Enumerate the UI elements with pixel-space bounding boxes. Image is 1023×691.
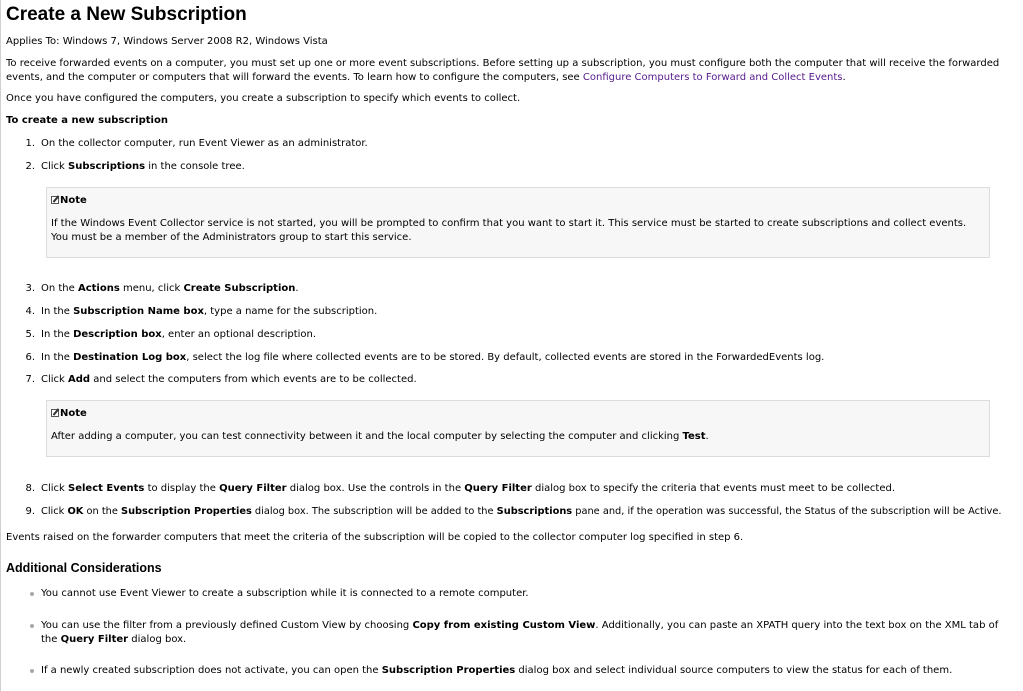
step-2-text: Click Subscriptions in the console tree. <box>41 161 245 172</box>
once-configured-paragraph: Once you have configured the computers, you create a subscription to specify which events to collect. <box>6 93 521 104</box>
step-number: 7. <box>25 374 35 385</box>
note-box <box>46 187 990 258</box>
step-6-text: In the Destination Log box, select the log file where collected events are to be stored. By default, collected events are stored in the ForwardedEvents log. <box>41 352 825 363</box>
step-number: 2. <box>25 161 35 172</box>
step-number: 3. <box>25 283 35 294</box>
consideration-3: If a newly created subscription does not activate, you can open the Subscription Properties dialog box and select individual source computers to view the status for each of them. <box>41 665 953 676</box>
note-heading: Note <box>51 194 87 208</box>
bullet-dot-icon <box>30 624 34 628</box>
step-5-text: In the Description box, enter an optional description. <box>41 329 317 340</box>
step-1-text: On the collector computer, run Event Viewer as an administrator. <box>41 138 368 149</box>
step-number: 5. <box>25 329 35 340</box>
events-raised-paragraph: Events raised on the forwarder computers that meet the criteria of the subscription will be copied to the collector computer log specified in step 6. <box>6 532 744 543</box>
consideration-2: You can use the filter from a previously defined Custom View by choosing Copy from existing Custom View. Additionally, you can paste an XPATH query into the text box on the XML tab of the Query Filter dialog box. <box>41 620 999 645</box>
note-pencil-icon <box>51 196 59 204</box>
step-9-text: Click OK on the Subscription Properties dialog box. The subscription will be added to the Subscriptions pane and, if the operation was successful, the Status of the subscription will be Active. <box>41 506 1002 517</box>
step-number: 4. <box>25 306 35 317</box>
bullet-dot-icon <box>30 669 34 673</box>
note-heading: Note <box>51 407 87 421</box>
left-border <box>0 0 1 691</box>
procedure-heading: To create a new subscription <box>6 115 168 126</box>
note-text: After adding a computer, you can test connectivity between it and the local computer by selecting the computer and clicking Test. <box>51 431 709 442</box>
note-box <box>46 400 990 457</box>
note-text: If the Windows Event Collector service is not started, you will be prompted to confirm that you want to start it. This service must be started to create subscriptions and collect events. You must be a member of the Administrators group to start this service. <box>51 218 967 243</box>
step-4-text: In the Subscription Name box, type a name for the subscription. <box>41 306 378 317</box>
consideration-1: You cannot use Event Viewer to create a subscription while it is connected to a remote computer. <box>41 588 529 599</box>
step-number: 6. <box>25 352 35 363</box>
page-title: Create a New Subscription <box>6 4 247 25</box>
step-number: 8. <box>25 483 35 494</box>
intro-paragraph: To receive forwarded events on a computer, you must set up one or more event subscriptions. Before setting up a subscription, you must configure both the computer that will receive the forwarded events, and the computer or computers that will forward the events. To learn how to configure the computers, see Configure Computers to Forward and Collect Events. <box>6 58 1000 83</box>
step-7-text: Click Add and select the computers from which events are to be collected. <box>41 374 417 385</box>
note-pencil-icon <box>51 409 59 417</box>
step-number: 1. <box>25 138 35 149</box>
step-3-text: On the Actions menu, click Create Subscription. <box>41 283 299 294</box>
step-number: 9. <box>25 506 35 517</box>
applies-to: Applies To: Windows 7, Windows Server 2008 R2, Windows Vista <box>6 36 328 47</box>
configure-computers-link[interactable]: Configure Computers to Forward and Collect Events <box>582 71 843 83</box>
additional-considerations-heading: Additional Considerations <box>6 561 162 575</box>
bullet-dot-icon <box>30 592 34 596</box>
step-8-text: Click Select Events to display the Query Filter dialog box. Use the controls in the Query Filter dialog box to specify the criteria that events must meet to be collected. <box>41 483 896 494</box>
